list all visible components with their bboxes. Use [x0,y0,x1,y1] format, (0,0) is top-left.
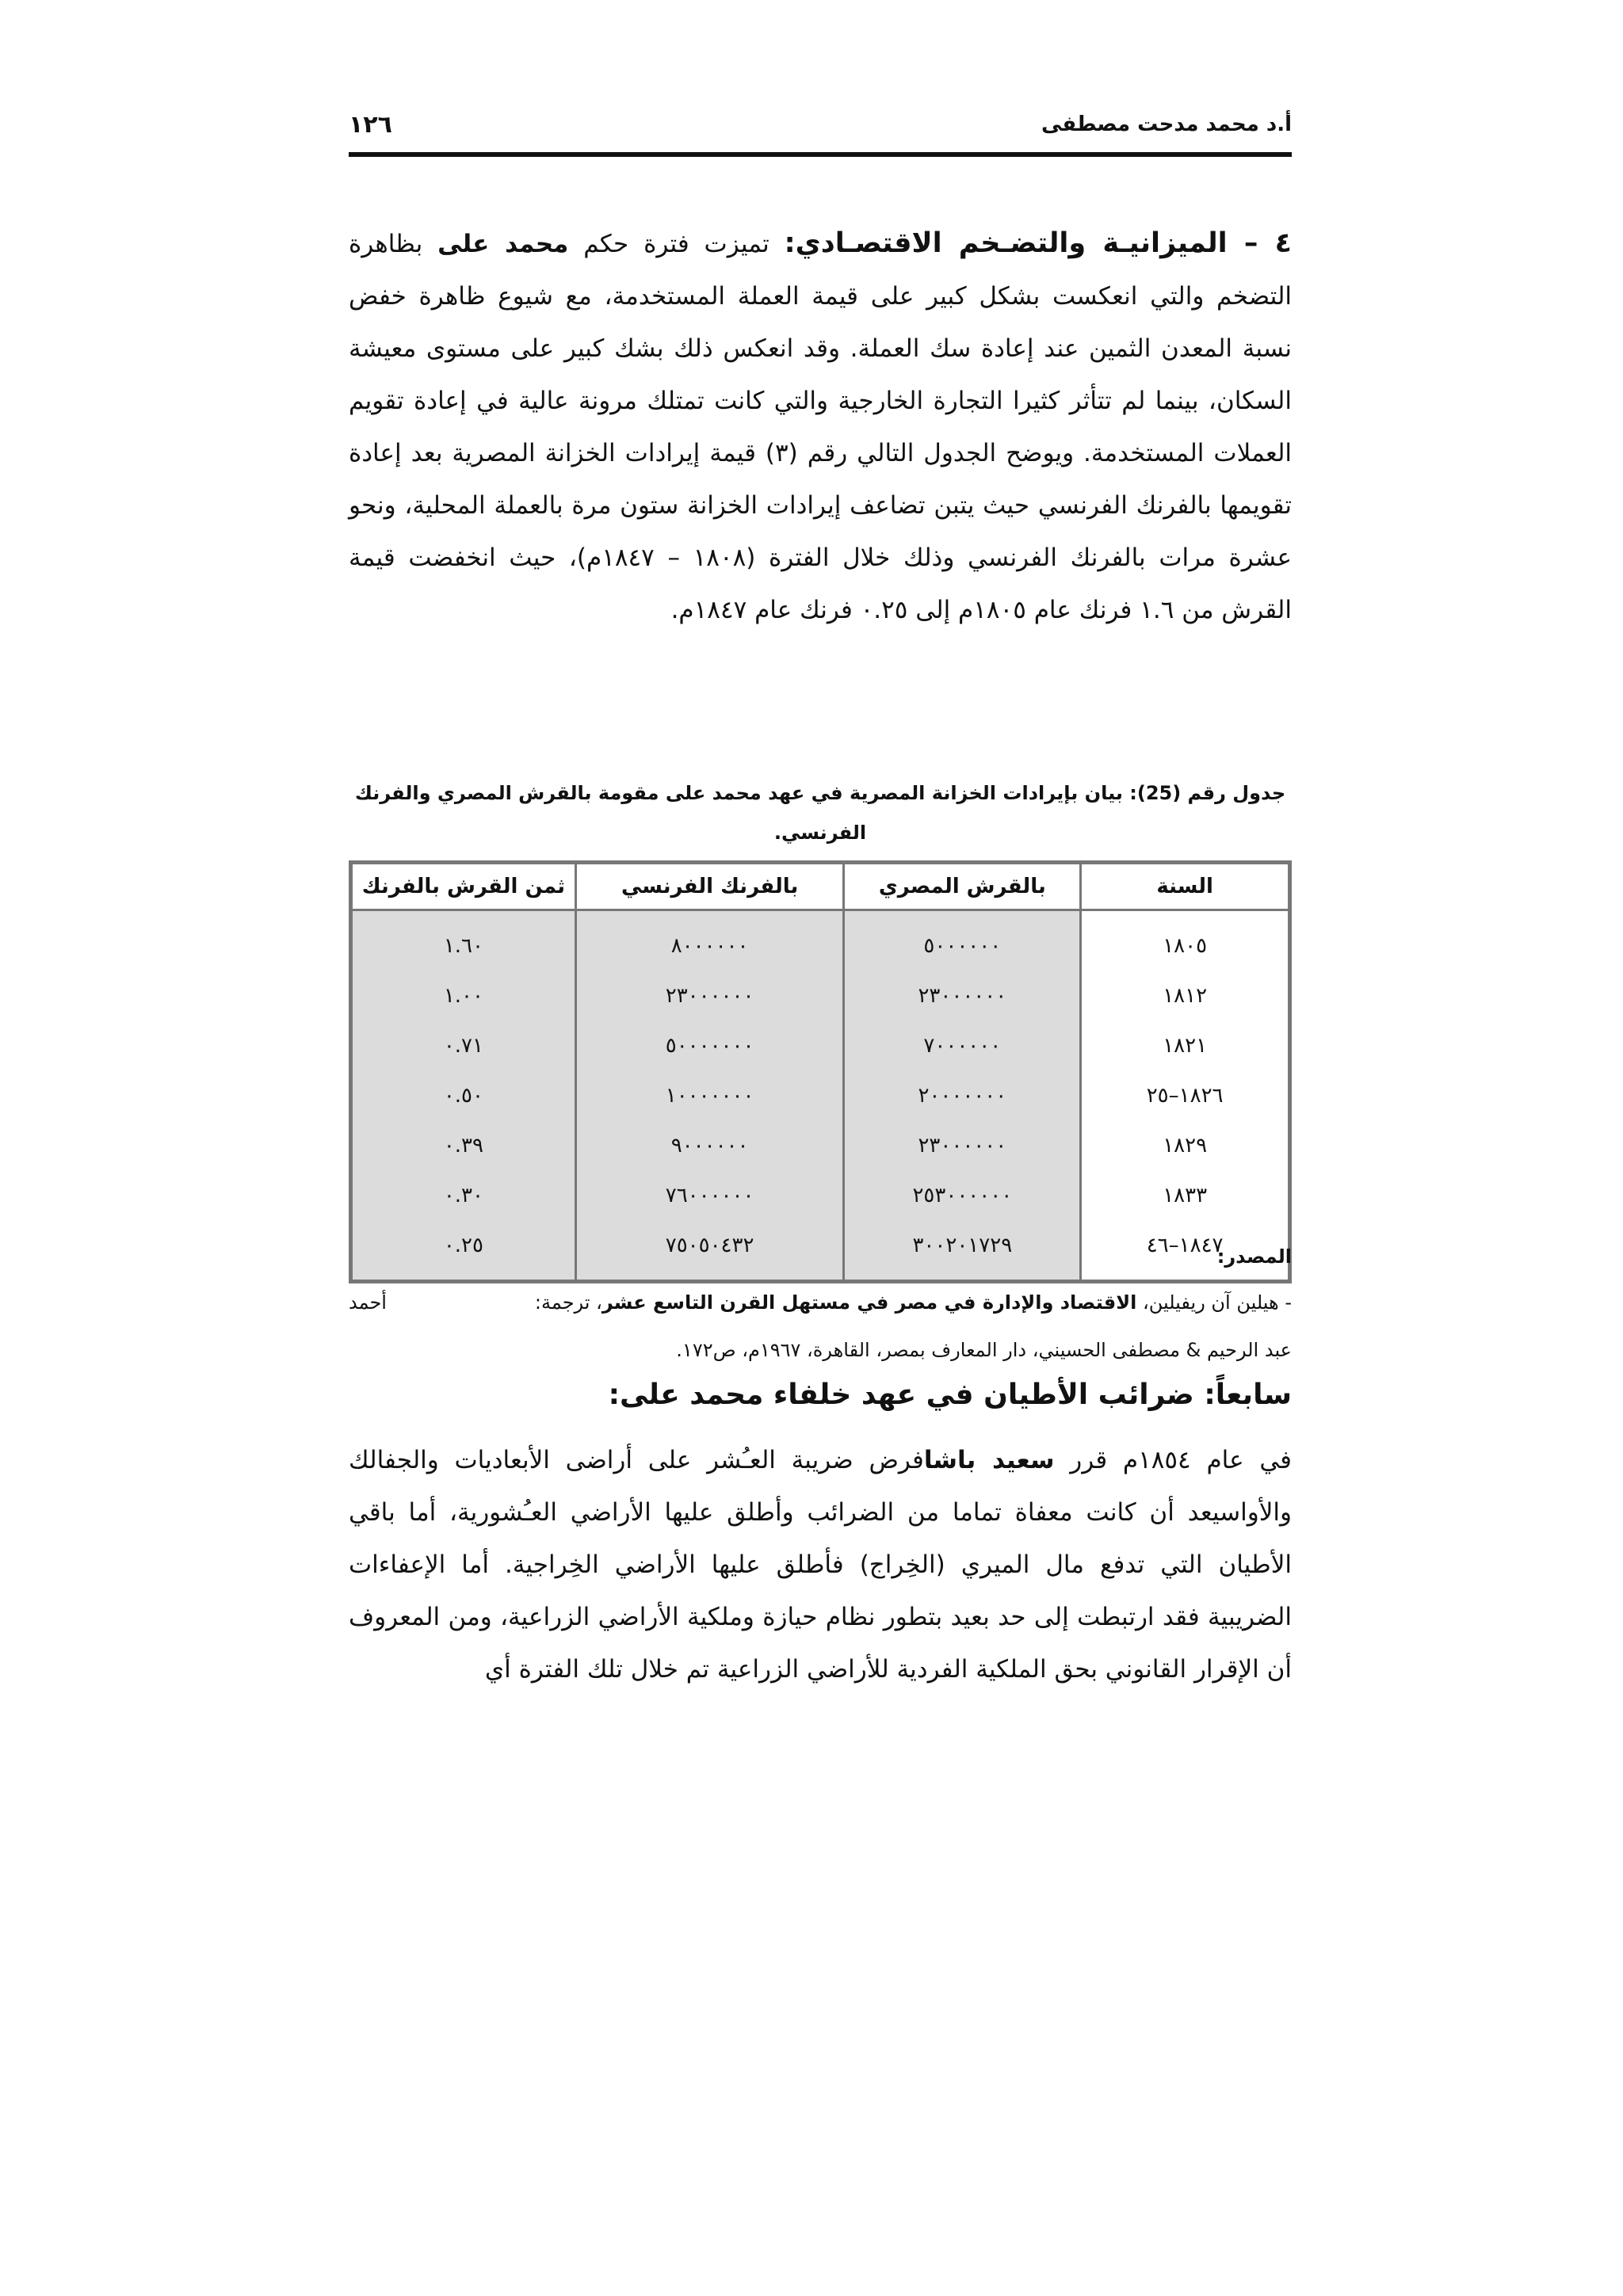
table-caption-line2: الفرنسي. [773,822,867,844]
table-row [351,1220,1290,1282]
table-row [351,910,1290,971]
cell-franc: ٧٥٠٥٠٤٣٢ [575,1220,844,1282]
table-caption [349,773,1292,852]
table-row [351,1170,1290,1220]
section-7-title: سابعاً: ضرائب الأطيان في عهد خلفاء محمد على: [608,1379,1292,1411]
cell-piastre: ٢٠٠٠٠٠٠٠ [844,1070,1081,1120]
table-row [351,1120,1290,1170]
cell-franc: ٢٣٠٠٠٠٠٠ [575,971,844,1020]
section-7-text-a: في عام ١٨٥٤م قرر [1054,1446,1292,1474]
cell-year: ١٨٢٩ [1081,1120,1290,1170]
cell-year: ١٨٢١ [1081,1020,1290,1070]
cell-franc: ٥٠٠٠٠٠٠٠ [575,1020,844,1070]
source-label: المصدر: [1216,1245,1292,1268]
cell-piastre: ٥٠٠٠٠٠٠ [844,910,1081,971]
cell-rate: ٠.٥٠ [351,1070,576,1120]
cell-franc: ٨٠٠٠٠٠٠ [575,910,844,971]
table-caption-line1: جدول رقم (25): بيان بإيرادات الخزانة المصرية في عهد محمد على مقومة بالقرش المصري والفرنك [354,782,1286,804]
cell-franc: ٩٠٠٠٠٠٠ [575,1120,844,1170]
page-number: ١٢٦ [349,111,392,139]
cell-piastre: ٧٠٠٠٠٠٠ [844,1020,1081,1070]
section-4-text-a: تميزت فترة حكم [568,230,785,258]
page-header [349,108,1292,157]
source-reference-line1 [349,1279,1292,1326]
source-suffix: ، ترجمة: [534,1291,602,1314]
cell-rate: ٠.٢٥ [351,1220,576,1282]
document-page [349,0,1292,2296]
table-row [351,1020,1290,1070]
section-7-text-b: فرض ضريبة العـُشر على أراضى الأبعاديات والجفالك والأواسيعد أن كانت معفاة تماما من الضرائب وأطلق عليها الأراضي العـُشورية، أما باقي الأطيان التي تدفع مال الميري (الخِراج) فأطلق عليها الأراضي الخِراجية. أما الإعفاءات الضريبية فقد ارتبطت إلى حد بعيد بتطور نظام حيازة وملكية الأراضي الزراعية، ومن المعروف أن الإقرار القانوني بحق الملكية الفردية للأراضي الزراعية تم خلال تلك الفترة أي [349,1446,1292,1684]
cell-rate: ١.٠٠ [351,971,576,1020]
section-7-name: سعيد باشا [923,1446,1055,1474]
section-4-name: محمد على [437,230,569,258]
cell-rate: ٠.٧١ [351,1020,576,1070]
source-book-title: الاقتصاد والإدارة في مصر في مستهل القرن التاسع عشر [601,1291,1137,1314]
section-4-heading: ٤ – الميزانيـة والتضـخم الاقتصـادي: [784,227,1292,259]
cell-piastre: ٢٣٠٠٠٠٠٠ [844,971,1081,1020]
source-reference-line2: عبد الرحيم & مصطفى الحسيني، دار المعارف بمصر، القاهرة، ١٩٦٧م، ص١٧٢. [676,1339,1292,1361]
cell-rate: ١.٦٠ [351,910,576,971]
section-7-paragraph [349,1434,1292,1695]
cell-year: ١٨٣٣ [1081,1170,1290,1220]
section-4-text-b: بظاهرة التضخم والتي انعكست بشكل كبير على قيمة العملة المستخدمة، مع شيوع ظاهرة خفض نسبة المعدن الثمين عند إعادة سك العملة. وقد انعكس ذلك بشك كبير على مستوى معيشة السكان، بينما لم تتأثر كثيرا التجارة الخارجية والتي كانت تمتلك مرونة عالية في إعادة تقويم العملات المستخدمة. ويوضح الجدول التالي رقم (٣) قيمة إيرادات الخزانة المصرية بعد إعادة تقويمها بالفرنك الفرنسي حيث يتبن تضاعف إيرادات الخزانة ستون مرة بالعملة المحلية، ونحو عشرة مرات بالفرنك الفرنسي وذلك خلال الفترة (١٨٠٨ – ١٨٤٧م)، حيث انخفضت قيمة القرش من ١.٦ فرنك عام ١٨٠٥م إلى ٠.٢٥ فرنك عام ١٨٤٧م. [349,230,1293,624]
cell-rate: ٠.٣٠ [351,1170,576,1220]
header-piastre: بالقرش المصري [844,863,1081,910]
cell-year: ١٨٤٧–٤٦ [1081,1220,1290,1282]
cell-year: ١٨١٢ [1081,971,1290,1020]
table-row [351,1070,1290,1120]
header-year: السنة [1081,863,1290,910]
source-reference-text [535,1279,1292,1326]
cell-piastre: ٢٣٠٠٠٠٠٠ [844,1120,1081,1170]
cell-franc: ٧٦٠٠٠٠٠٠ [575,1170,844,1220]
header-franc: بالفرنك الفرنسي [575,863,844,910]
header-rate: ثمن القرش بالفرنك [351,863,576,910]
cell-piastre: ٢٥٣٠٠٠٠٠٠ [844,1170,1081,1220]
revenue-table [349,860,1292,1283]
section-4-paragraph [349,217,1292,636]
cell-piastre: ٣٠٠٢٠١٧٢٩ [844,1220,1081,1282]
cell-year: ١٨٠٥ [1081,910,1290,971]
cell-rate: ٠.٣٩ [351,1120,576,1170]
cell-franc: ١٠٠٠٠٠٠٠ [575,1070,844,1120]
source-prefix: - هيلين آن ريفيلين، [1136,1291,1292,1314]
source-reference [349,1279,1292,1374]
table-header-row [351,863,1290,910]
source-translator-first: أحمد [349,1291,387,1314]
table-row [351,971,1290,1020]
header-author: أ.د محمد مدحت مصطفى [1041,113,1292,136]
cell-year: ١٨٢٦–٢٥ [1081,1070,1290,1120]
